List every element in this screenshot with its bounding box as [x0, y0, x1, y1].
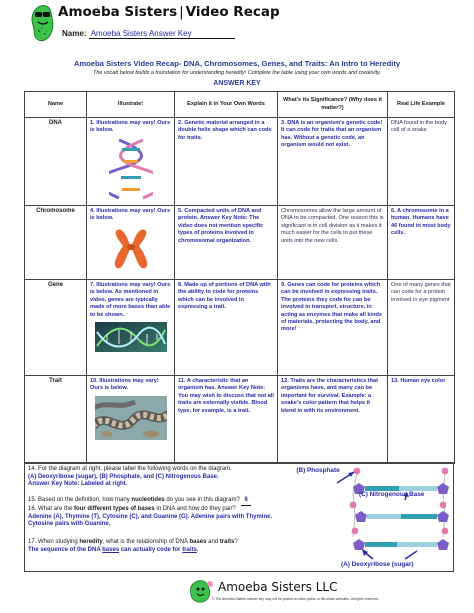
explain-text: 2. Genetic material arranged in a double helix shape which can code for traits.	[178, 120, 272, 141]
illustrate-cell	[87, 376, 175, 464]
illustrate-cell	[87, 118, 175, 206]
term-cell: Trait	[25, 376, 87, 464]
example-cell	[388, 376, 455, 464]
answer-17-period: .	[196, 546, 199, 553]
vocab-table	[24, 91, 455, 464]
explain-cell	[175, 280, 278, 376]
phosphate-icon	[442, 528, 449, 535]
gene-illustration	[95, 322, 167, 352]
amoeba-footer-logo-icon	[188, 578, 214, 604]
sugar-pentagon-icon	[437, 483, 449, 494]
table-row-chromosome	[25, 206, 455, 280]
column-header-significance: What's its Significance? (Why does it matter?)	[278, 92, 388, 118]
question-14-answer: Answer Key Note: Labeled at right.	[28, 481, 128, 488]
column-header-name: Name	[25, 92, 87, 118]
chromosome-illustration	[111, 226, 151, 272]
base-bar	[365, 542, 397, 547]
sugar-pentagon-icon	[355, 511, 367, 522]
question-17-end: ?	[234, 539, 238, 545]
column-header-explain: Explain it in Your Own Words	[175, 92, 278, 118]
term-cell: Chromosome	[25, 206, 87, 280]
explain-cell	[175, 376, 278, 464]
question-17-and: and	[208, 539, 219, 545]
question-16-answer: Adenine (A), Thymine (T), Cytosine (C), and Guanine (G). Adenine pairs with Thymine. Cytosine pairs with Guanine.	[28, 513, 273, 528]
phosphate-icon	[442, 468, 449, 475]
document-title: Amoeba Sisters Video Recap- DNA, Chromosomes, Genes, and Traits: An Intro to Heredity	[73, 59, 401, 68]
question-16-prefix: 16. What are the	[28, 506, 73, 512]
sugar-pentagon-icon	[437, 539, 449, 550]
illustrate-text: 4. Illustrations may vary! Ours is below.	[90, 208, 171, 222]
name-label: Name:	[62, 29, 87, 38]
example-text: 13. Human eye color	[391, 378, 446, 384]
footer-brand: Amoeba Sisters LLC	[218, 580, 338, 594]
question-17-prefix: 17. When studying	[28, 539, 78, 545]
example-text: 6. A chromosome in a human. Humans have 46 found in most body cells.	[391, 208, 451, 237]
table-row-dna	[25, 118, 455, 206]
question-17-answer	[28, 547, 199, 553]
sugar-pentagon-icon	[353, 539, 365, 550]
base-bar	[397, 542, 437, 547]
question-17-mid: , what is the relationship of DNA	[102, 539, 188, 545]
questions-box	[24, 462, 454, 572]
dna-helix-illustration	[109, 138, 153, 200]
question-14	[28, 466, 288, 489]
table-row-gene	[25, 280, 455, 376]
column-header-illustrate: Illustrate!	[87, 92, 175, 118]
illustrate-text: 10. Illustrations may vary! Ours is below.	[90, 378, 159, 392]
question-17	[28, 539, 288, 554]
example-text: DNA found in the body cell of a snake	[391, 120, 447, 134]
question-15	[28, 497, 288, 506]
example-cell	[388, 118, 455, 206]
table-header-row	[25, 92, 455, 118]
phosphate-icon	[350, 502, 357, 509]
example-text: One of many genes that can code for a protein involved in eye pigment	[391, 282, 451, 303]
significance-text: 3. DNA is an organism's genetic code! It can code for traits that an organism has. Without a genetic code, an organism would not exist.	[281, 120, 383, 149]
term-cell: DNA	[25, 118, 87, 206]
name-field[interactable]: Amoeba Sisters Answer Key	[89, 29, 235, 39]
question-15-suffix: do you see in this diagram?	[166, 497, 240, 503]
illustrate-text: 1. Illustrations may vary! Ours is below.	[90, 120, 171, 134]
explain-cell	[175, 118, 278, 206]
example-cell	[388, 280, 455, 376]
label-deoxyribose: (A) Deoxyribose (sugar)	[341, 561, 414, 568]
name-row	[62, 29, 235, 39]
page-header-title: Amoeba Sisters | Video Recap	[58, 4, 280, 20]
answer-key-heading: ANSWER KEY	[213, 80, 261, 87]
term-cell: Gene	[25, 280, 87, 376]
significance-cell	[278, 206, 388, 280]
question-17-term-traits: traits	[219, 539, 235, 545]
significance-cell	[278, 376, 388, 464]
question-16-suffix: in DNA and how do they pair?	[156, 506, 236, 512]
illustrate-cell	[87, 206, 175, 280]
explain-text: 11. A characteristic that an organism has. Answer Key Note: You may wish to discuss that not all traits are externally visible. Blood type, for example, is a trait.	[178, 378, 274, 414]
base-bar	[367, 514, 401, 519]
amoeba-logo-icon	[30, 3, 56, 43]
nucleotide-diagram	[293, 463, 453, 571]
explain-cell	[175, 206, 278, 280]
question-16-term: four different types of bases	[74, 506, 155, 512]
header-title-left: Amoeba Sisters	[58, 4, 178, 20]
label-nitrogenous-base: (C) Nitrogenous Base	[359, 491, 425, 498]
significance-text: 9. Genes can code for proteins which can be involved in expressing traits. The proteins they code for can be involved in transport, structure, in acting as enzymes that make all kinds of materials, protecting the body, and more!	[281, 282, 383, 333]
header-title-right: Video Recap	[185, 4, 280, 20]
question-15-term: nucleotides	[131, 497, 165, 503]
question-14-items: (A) Deoxyribose (sugar), (B) Phosphate, and (C) Nitrogenous Base.	[28, 473, 219, 480]
sugar-pentagon-icon	[437, 511, 449, 522]
explain-text: 8. Made up of portions of DNA with the ability to code for proteins which can be involved in expressing a trait.	[178, 282, 271, 311]
answer-17-part-a: The sequence of the DNA	[28, 546, 101, 553]
phosphate-icon	[440, 502, 447, 509]
document-intro: The vocab below builds a foundation for understanding heredity! Complete the table using your own words and creativity.	[93, 70, 381, 76]
answer-17-bases: bases	[102, 546, 120, 553]
base-bar	[401, 514, 437, 519]
label-phosphate: (B) Phosphate	[296, 467, 340, 474]
question-17-term-heredity: heredity	[79, 539, 103, 545]
question-16	[28, 506, 288, 529]
phosphate-icon	[354, 468, 361, 475]
answer-17-part-c: can actually code for	[120, 546, 181, 553]
answer-17-traits: traits	[182, 546, 197, 553]
snake-trait-illustration	[95, 396, 167, 440]
significance-text: Chromosomes allow the large amount of DNA to be compacted. One reason this is significant is in cell division as it makes it much easier for the cells to put these units into the new cells.	[281, 208, 384, 244]
question-17-term-bases: bases	[189, 539, 207, 545]
example-cell	[388, 206, 455, 280]
table-row-trait	[25, 376, 455, 464]
question-15-answer[interactable]: 6	[241, 497, 250, 506]
explain-text: 5. Compacted units of DNA and protein. Answer Key Note: The video does not mention specific types of proteins involved in chromosomal organization.	[178, 208, 264, 244]
significance-cell	[278, 280, 388, 376]
significance-text: 12. Traits are the characteristics that organisms have, and many can be important for survival. Example: a snake's color pattern that helps it blend in with its environment.	[281, 378, 379, 414]
significance-cell	[278, 118, 388, 206]
phosphate-icon	[352, 528, 359, 535]
footer-notice: © The Amoeba Sisters answer key may not be posted on other public or file-share websites. All rights reserved.	[212, 597, 379, 601]
illustrate-cell	[87, 280, 175, 376]
illustrate-text: 7. Illustrations may vary! Ours is below. As mentioned in video, genes are typically made of more bases than able to be shown.	[90, 282, 171, 318]
question-14-text: 14. For the diagram at right, please label the following words on the diagram.	[28, 466, 232, 472]
question-15-prefix: 15. Based on the definition, how many	[28, 497, 130, 503]
column-header-example: Real Life Example	[388, 92, 455, 118]
